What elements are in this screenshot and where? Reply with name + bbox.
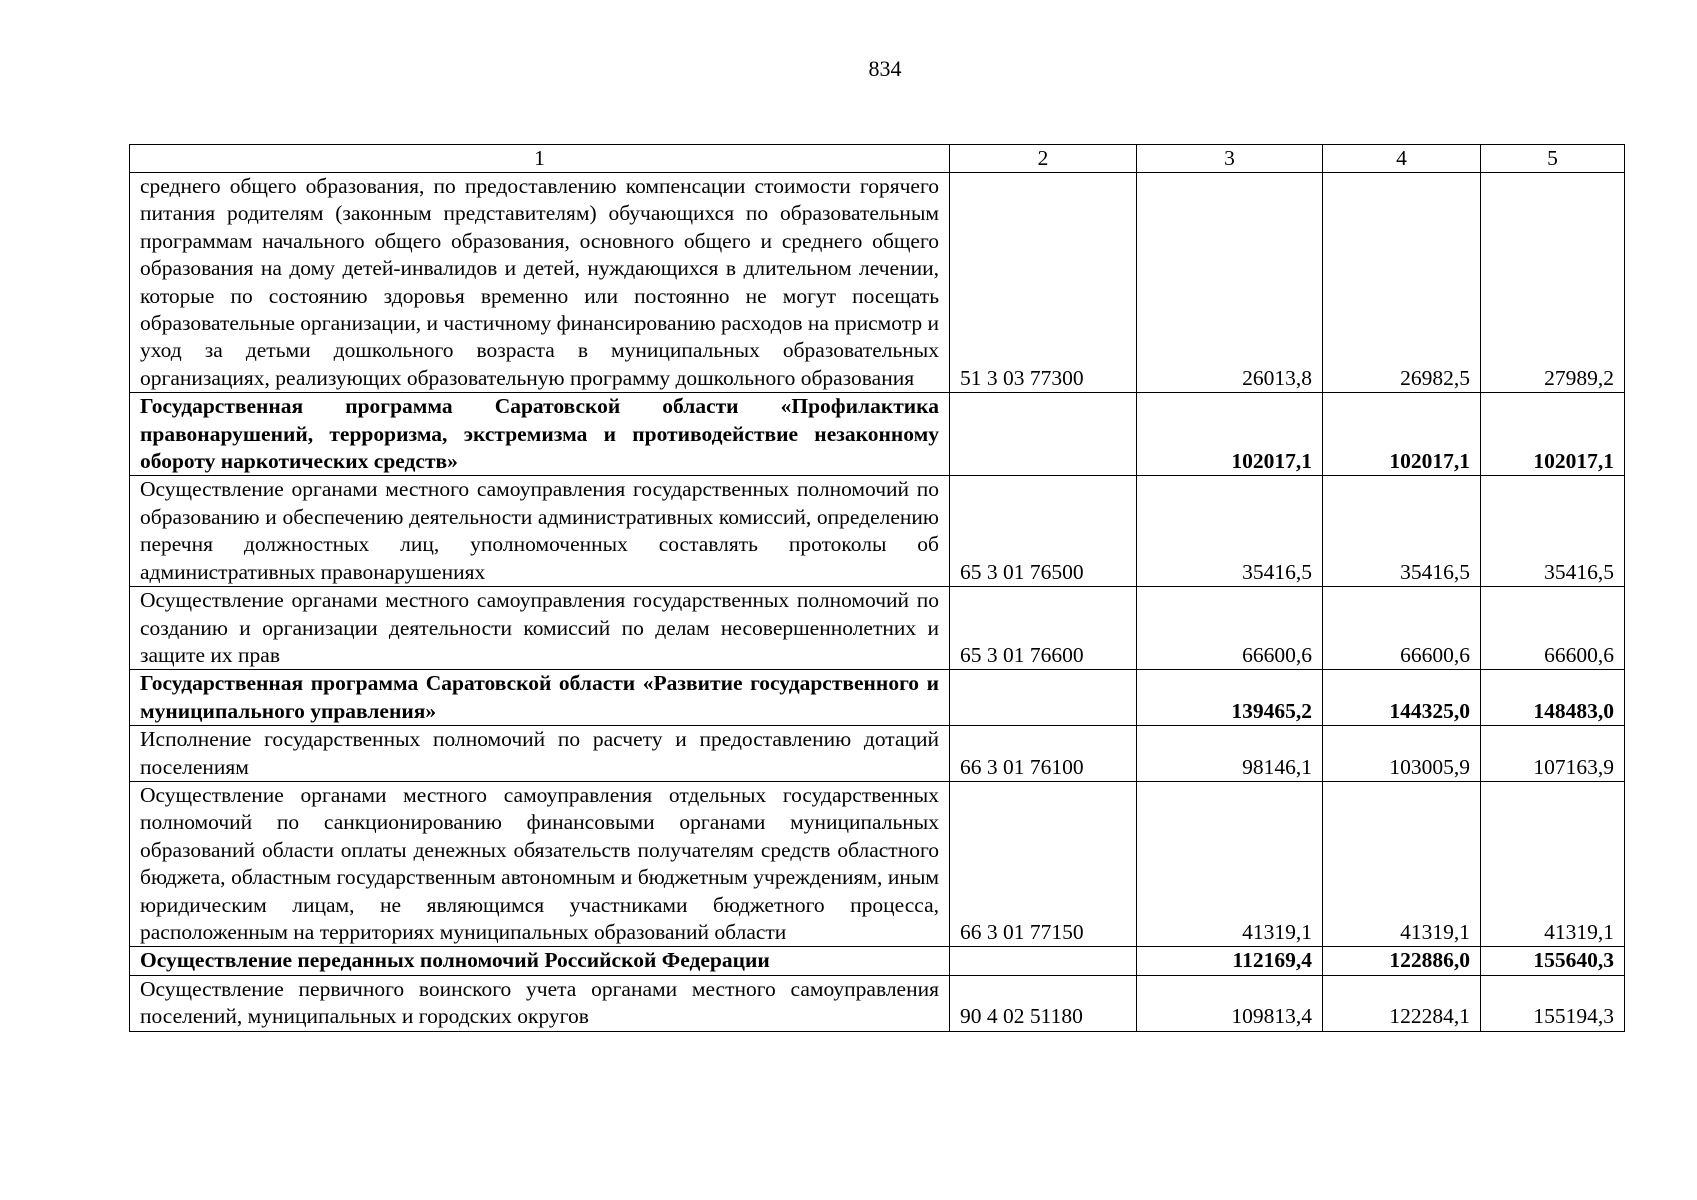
header-col-5: 5	[1481, 145, 1625, 173]
table-row	[130, 476, 1625, 587]
row-code: 90 4 02 51180	[950, 975, 1137, 1031]
row-value-col3: 41319,1	[1137, 781, 1323, 946]
row-code	[950, 670, 1137, 726]
row-value-col5: 155194,3	[1481, 975, 1625, 1031]
row-value-col4: 66600,6	[1323, 587, 1481, 670]
row-value-col4: 103005,9	[1323, 726, 1481, 782]
row-description: Осуществление органами местного самоуправления государственных полномочий по созданию и организации деятельности комиссий по делам несовершеннолетних и защите их прав	[130, 587, 950, 670]
row-value-col4: 102017,1	[1323, 393, 1481, 476]
row-code: 66 3 01 77150	[950, 781, 1137, 946]
row-description: Осуществление органами местного самоуправления государственных полномочий по образованию и обеспечению деятельности административных комиссий, определению перечня должностных лиц, уполномоченных составлять протоколы об административных правонарушениях	[130, 476, 950, 587]
table-row	[130, 726, 1625, 782]
row-value-col4: 144325,0	[1323, 670, 1481, 726]
row-value-col4: 122284,1	[1323, 975, 1481, 1031]
row-value-col3: 112169,4	[1137, 947, 1323, 975]
header-col-4: 4	[1323, 145, 1481, 173]
table-row	[130, 947, 1625, 975]
row-value-col5: 107163,9	[1481, 726, 1625, 782]
row-value-col5: 41319,1	[1481, 781, 1625, 946]
row-value-col3: 139465,2	[1137, 670, 1323, 726]
row-value-col5: 27989,2	[1481, 173, 1625, 393]
row-value-col5: 148483,0	[1481, 670, 1625, 726]
row-value-col3: 26013,8	[1137, 173, 1323, 393]
row-value-col3: 109813,4	[1137, 975, 1323, 1031]
table-row	[130, 670, 1625, 726]
table-body	[130, 173, 1625, 1032]
row-code: 65 3 01 76500	[950, 476, 1137, 587]
row-value-col4: 35416,5	[1323, 476, 1481, 587]
row-value-col4: 41319,1	[1323, 781, 1481, 946]
header-row	[130, 145, 1625, 173]
table-row	[130, 975, 1625, 1031]
row-description: Осуществление органами местного самоуправления отдельных государственных полномочий по санкционированию финансовыми органами муниципальных образований области оплаты денежных обязательств получателям средств областного бюджета, областным государственным автономным и бюджетным учреждениям, иным юридическим лицам, не являющимся участниками бюджетного процесса, расположенным на территориях муниципальных образований области	[130, 781, 950, 946]
row-description: Государственная программа Саратовской области «Профилактика правонарушений, терроризма, экстремизма и противодействие незаконному обороту наркотических средств»	[130, 393, 950, 476]
table-row	[130, 587, 1625, 670]
row-code: 51 3 03 77300	[950, 173, 1137, 393]
row-description: Осуществление переданных полномочий Российской Федерации	[130, 947, 950, 975]
table-row	[130, 173, 1625, 393]
row-value-col4: 122886,0	[1323, 947, 1481, 975]
table-row	[130, 781, 1625, 946]
row-value-col5: 66600,6	[1481, 587, 1625, 670]
row-value-col4: 26982,5	[1323, 173, 1481, 393]
row-code	[950, 393, 1137, 476]
row-value-col3: 98146,1	[1137, 726, 1323, 782]
row-value-col5: 35416,5	[1481, 476, 1625, 587]
row-code: 65 3 01 76600	[950, 587, 1137, 670]
page-number: 834	[868, 56, 902, 81]
row-value-col3: 35416,5	[1137, 476, 1323, 587]
row-description: Государственная программа Саратовской области «Развитие государственного и муниципального управления»	[130, 670, 950, 726]
row-value-col5: 102017,1	[1481, 393, 1625, 476]
header-col-2: 2	[950, 145, 1137, 173]
row-description: среднего общего образования, по предоставлению компенсации стоимости горячего питания родителям (законным представителям) обучающихся по образовательным программам начального общего образования, основного общего и среднего общего образования на дому детей-инвалидов и детей, нуждающихся в длительном лечении, которые по состоянию здоровья временно или постоянно не могут посещать образовательные организации, и частичному финансированию расходов на присмотр и уход за детьми дошкольного возраста в муниципальных образовательных организациях, реализующих образовательную программу дошкольного образования	[130, 173, 950, 393]
row-description: Исполнение государственных полномочий по расчету и предоставлению дотаций поселениям	[130, 726, 950, 782]
row-value-col3: 102017,1	[1137, 393, 1323, 476]
row-value-col5: 155640,3	[1481, 947, 1625, 975]
row-description: Осуществление первичного воинского учета органами местного самоуправления поселений, муниципальных и городских округов	[130, 975, 950, 1031]
row-code: 66 3 01 76100	[950, 726, 1137, 782]
header-col-3: 3	[1137, 145, 1323, 173]
row-code	[950, 947, 1137, 975]
row-value-col3: 66600,6	[1137, 587, 1323, 670]
header-col-1: 1	[130, 145, 950, 173]
table-row	[130, 393, 1625, 476]
budget-table	[129, 144, 1625, 1032]
